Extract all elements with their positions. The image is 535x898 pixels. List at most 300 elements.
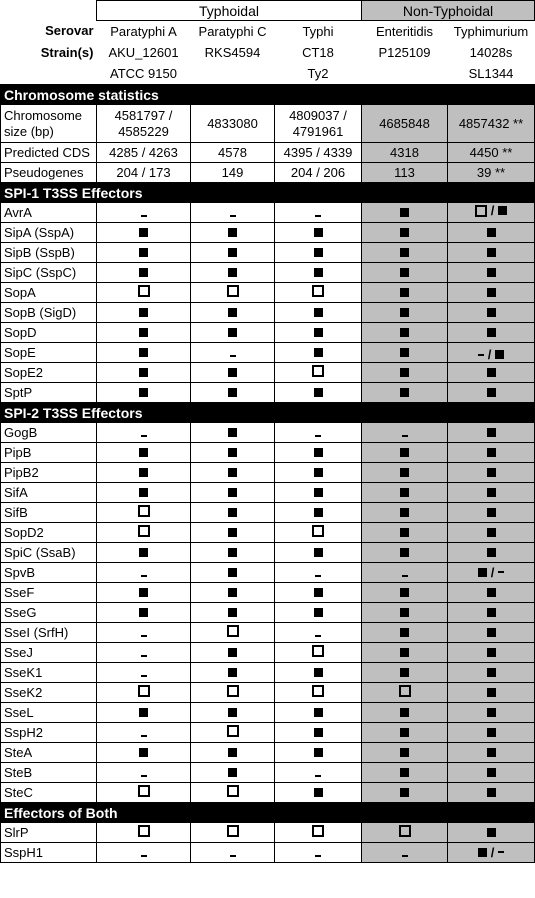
effector-cell xyxy=(275,343,362,363)
present-square-icon xyxy=(228,248,237,257)
stat-value: 4857432 ** xyxy=(448,105,535,143)
absent-dash-icon xyxy=(315,215,321,217)
effector-row xyxy=(1,563,535,583)
effector-label: SspH1 xyxy=(1,843,97,863)
cell-mark xyxy=(487,588,496,597)
absent-dash-icon xyxy=(141,635,147,637)
present-square-icon xyxy=(400,528,409,537)
effector-cell xyxy=(97,843,191,863)
strain-cell: Ty2 xyxy=(307,65,329,81)
absent-dash-icon xyxy=(141,655,147,657)
effector-cell xyxy=(275,263,362,283)
effector-cell xyxy=(97,463,191,483)
present-square-icon xyxy=(478,848,487,857)
strain-cell: SL1344 xyxy=(468,65,514,81)
cell-mark xyxy=(139,348,148,357)
section-header-row xyxy=(1,403,535,423)
present-square-icon xyxy=(314,508,323,517)
effector-cell xyxy=(275,723,362,743)
cell-mark xyxy=(138,785,150,797)
present-square-icon xyxy=(139,588,148,597)
present-square-icon xyxy=(314,748,323,757)
effector-cell xyxy=(448,823,535,843)
effector-cell xyxy=(362,543,448,563)
cell-mark xyxy=(487,788,496,797)
effector-cell xyxy=(362,523,448,543)
present-square-icon xyxy=(228,388,237,397)
cell-mark xyxy=(487,248,496,257)
section-title: SPI-1 T3SS Effectors xyxy=(1,183,535,203)
pseudogene-square-icon xyxy=(312,365,324,377)
chromosome-section-header xyxy=(1,85,535,105)
serovar-label: Serovar xyxy=(45,23,94,39)
absent-dash-icon xyxy=(141,575,147,577)
effector-cell xyxy=(448,243,535,263)
effector-cell xyxy=(362,463,448,483)
cell-mark xyxy=(227,625,239,637)
present-square-icon xyxy=(487,768,496,777)
effector-label: SseK2 xyxy=(1,683,97,703)
absent-dash-icon xyxy=(315,775,321,777)
effector-cell xyxy=(362,263,448,283)
cell-mark xyxy=(139,488,148,497)
effector-cell xyxy=(448,303,535,323)
present-square-icon xyxy=(487,608,496,617)
present-square-icon xyxy=(487,288,496,297)
effector-cell xyxy=(191,223,275,243)
cell-mark xyxy=(400,268,409,277)
effector-cell xyxy=(448,383,535,403)
pseudogene-square-icon xyxy=(227,785,239,797)
cell-mark xyxy=(228,608,237,617)
effector-cell xyxy=(97,283,191,303)
cell-mark xyxy=(228,328,237,337)
present-square-icon xyxy=(400,448,409,457)
present-square-icon xyxy=(139,248,148,257)
effector-cell xyxy=(362,283,448,303)
present-square-icon xyxy=(400,588,409,597)
effector-cell xyxy=(97,503,191,523)
effector-cell xyxy=(362,603,448,623)
effector-label: SteB xyxy=(1,763,97,783)
cell-mark xyxy=(314,588,323,597)
effector-cell xyxy=(448,643,535,663)
present-square-icon xyxy=(314,328,323,337)
cell-mark xyxy=(314,708,323,717)
effector-cell xyxy=(448,283,535,303)
cell-mark xyxy=(487,548,496,557)
effector-row xyxy=(1,343,535,363)
strain-cell: RKS4594 xyxy=(204,44,261,60)
effector-row xyxy=(1,523,535,543)
absent-dash-icon xyxy=(230,215,236,217)
effector-label: SseJ xyxy=(1,643,97,663)
effector-cell xyxy=(97,383,191,403)
effector-cell xyxy=(448,843,535,863)
present-square-icon xyxy=(487,248,496,257)
effector-cell xyxy=(97,603,191,623)
pseudogene-square-icon xyxy=(312,525,324,537)
cell-mark xyxy=(487,708,496,717)
effector-row xyxy=(1,603,535,623)
present-square-icon xyxy=(314,388,323,397)
absent-dash-icon xyxy=(141,775,147,777)
effector-label: SopE2 xyxy=(1,363,97,383)
group-corner xyxy=(1,1,97,21)
effector-cell xyxy=(97,743,191,763)
effector-cell xyxy=(275,783,362,803)
strain-row-1 xyxy=(1,42,535,63)
cell-mark xyxy=(487,468,496,477)
present-square-icon xyxy=(487,228,496,237)
effector-cell xyxy=(275,523,362,543)
effector-cell xyxy=(448,503,535,523)
cell-mark xyxy=(227,285,239,297)
present-square-icon xyxy=(228,748,237,757)
present-square-icon xyxy=(139,348,148,357)
pseudogene-square-icon xyxy=(227,825,239,837)
effector-label: SseF xyxy=(1,583,97,603)
effector-cell xyxy=(191,443,275,463)
cell-mark xyxy=(400,468,409,477)
cell-mark xyxy=(400,768,409,777)
effector-cell xyxy=(362,623,448,643)
effector-row xyxy=(1,723,535,743)
cell-mark xyxy=(487,668,496,677)
cell-mark xyxy=(402,435,408,437)
cell-mark xyxy=(228,248,237,257)
present-square-icon xyxy=(400,348,409,357)
cell-mark xyxy=(487,648,496,657)
cell-mark xyxy=(314,608,323,617)
present-square-icon xyxy=(139,468,148,477)
present-square-icon xyxy=(487,448,496,457)
group-typhoidal: Typhoidal xyxy=(97,1,362,21)
effector-cell xyxy=(362,303,448,323)
effector-cell xyxy=(362,703,448,723)
serovar-paratyphi-a: Paratyphi A xyxy=(110,23,177,39)
serovar-group-row xyxy=(1,1,535,21)
effector-cell xyxy=(191,343,275,363)
cell-mark xyxy=(312,525,324,537)
effector-cell xyxy=(275,383,362,403)
present-square-icon xyxy=(139,448,148,457)
cell-mark xyxy=(139,268,148,277)
effector-cell xyxy=(191,843,275,863)
present-square-icon xyxy=(487,548,496,557)
cell-mark xyxy=(312,285,324,297)
effector-row xyxy=(1,623,535,643)
effector-cell xyxy=(362,563,448,583)
present-square-icon xyxy=(487,308,496,317)
effector-cell xyxy=(362,483,448,503)
cell-mark xyxy=(228,448,237,457)
effector-cell xyxy=(448,763,535,783)
cell-mark xyxy=(227,685,239,697)
stat-value: 4318 xyxy=(362,143,448,163)
cell-mark xyxy=(487,368,496,377)
cell-mark xyxy=(400,748,409,757)
cell-mark xyxy=(487,448,496,457)
effector-cell xyxy=(448,563,535,583)
cell-mark xyxy=(141,435,147,437)
effector-cell xyxy=(448,603,535,623)
cell-mark xyxy=(315,215,321,217)
effector-label: SseI (SrfH) xyxy=(1,623,97,643)
serovar-row xyxy=(1,21,535,43)
present-square-icon xyxy=(228,588,237,597)
cell-mark xyxy=(487,428,496,437)
effector-cell xyxy=(448,203,535,223)
present-square-icon xyxy=(314,608,323,617)
effector-cell xyxy=(191,683,275,703)
cell-mark xyxy=(228,668,237,677)
present-square-icon xyxy=(400,608,409,617)
cell-mark xyxy=(487,228,496,237)
cell-mark xyxy=(487,308,496,317)
cell-mark xyxy=(230,355,236,357)
cell-mark xyxy=(487,728,496,737)
cell-mark xyxy=(138,285,150,297)
present-square-icon xyxy=(487,388,496,397)
effector-cell xyxy=(191,723,275,743)
section-title: SPI-2 T3SS Effectors xyxy=(1,403,535,423)
effector-label: SopB (SigD) xyxy=(1,303,97,323)
cell-mark xyxy=(487,528,496,537)
strain-label: Strain(s) xyxy=(40,44,94,60)
present-square-icon xyxy=(400,288,409,297)
present-square-icon xyxy=(314,548,323,557)
pseudogene-square-icon xyxy=(399,685,411,697)
pseudogene-square-icon xyxy=(227,685,239,697)
cell-mark xyxy=(312,365,324,377)
stat-value: 149 xyxy=(191,163,275,183)
cell-mark xyxy=(475,204,508,217)
cell-mark xyxy=(487,608,496,617)
present-square-icon xyxy=(228,708,237,717)
present-square-icon xyxy=(314,488,323,497)
stat-row-pseudogenes xyxy=(1,163,535,183)
effector-cell xyxy=(97,783,191,803)
effector-cell xyxy=(448,583,535,603)
stat-label: Pseudogenes xyxy=(1,163,97,183)
effector-row xyxy=(1,483,535,503)
cell-mark xyxy=(315,635,321,637)
present-square-icon xyxy=(400,268,409,277)
effector-cell xyxy=(448,263,535,283)
cell-mark xyxy=(315,435,321,437)
stat-value: 4285 / 4263 xyxy=(97,143,191,163)
effector-cell xyxy=(97,243,191,263)
effector-row xyxy=(1,683,535,703)
present-square-icon xyxy=(487,828,496,837)
effector-cell xyxy=(191,303,275,323)
effector-cell xyxy=(97,483,191,503)
stat-value: 39 ** xyxy=(448,163,535,183)
present-square-icon xyxy=(487,628,496,637)
cell-mark xyxy=(228,708,237,717)
effector-label: SifB xyxy=(1,503,97,523)
present-square-icon xyxy=(139,708,148,717)
effector-cell xyxy=(362,583,448,603)
effector-cell xyxy=(275,363,362,383)
effector-label: SspH2 xyxy=(1,723,97,743)
effector-cell xyxy=(275,543,362,563)
effector-cell xyxy=(97,263,191,283)
present-square-icon xyxy=(487,728,496,737)
cell-mark xyxy=(399,825,411,837)
effector-cell xyxy=(191,463,275,483)
present-square-icon xyxy=(400,748,409,757)
effector-row xyxy=(1,303,535,323)
stat-value: 4685848 xyxy=(362,105,448,143)
cell-mark xyxy=(228,748,237,757)
cell-mark xyxy=(228,308,237,317)
cell-mark xyxy=(400,228,409,237)
cell-mark xyxy=(139,228,148,237)
cell-mark xyxy=(399,685,411,697)
section-header-row xyxy=(1,803,535,823)
effector-row xyxy=(1,843,535,863)
stat-value: 204 / 173 xyxy=(97,163,191,183)
present-square-icon xyxy=(228,428,237,437)
cell-mark xyxy=(227,725,239,737)
cell-mark xyxy=(141,735,147,737)
effector-cell xyxy=(191,783,275,803)
effector-cell xyxy=(275,303,362,323)
stat-row-chromosome-size xyxy=(1,105,535,143)
effector-cell xyxy=(448,663,535,683)
effector-cell xyxy=(191,263,275,283)
present-square-icon xyxy=(314,788,323,797)
present-square-icon xyxy=(400,248,409,257)
absent-dash-icon xyxy=(402,855,408,857)
pseudogene-square-icon xyxy=(475,205,487,217)
cell-mark xyxy=(141,575,147,577)
present-square-icon xyxy=(487,488,496,497)
cell-mark xyxy=(487,628,496,637)
pseudogene-square-icon xyxy=(312,645,324,657)
effector-label: SipC (SspC) xyxy=(1,263,97,283)
strain-row-2-blank xyxy=(1,63,97,85)
effector-cell xyxy=(191,243,275,263)
cell-mark xyxy=(400,308,409,317)
present-square-icon xyxy=(314,728,323,737)
effector-row xyxy=(1,323,535,343)
cell-mark xyxy=(487,768,496,777)
stat-label: Predicted CDS xyxy=(1,143,97,163)
cell-mark xyxy=(228,268,237,277)
effector-cell xyxy=(362,763,448,783)
present-square-icon xyxy=(228,528,237,537)
section-title: Chromosome statistics xyxy=(1,85,535,105)
effector-row xyxy=(1,363,535,383)
effector-cell xyxy=(448,443,535,463)
absent-dash-icon xyxy=(141,735,147,737)
effector-cell xyxy=(362,323,448,343)
effector-cell xyxy=(191,663,275,683)
effector-cell xyxy=(362,783,448,803)
effector-label: SopD2 xyxy=(1,523,97,543)
present-square-icon xyxy=(139,388,148,397)
cell-mark xyxy=(400,328,409,337)
effector-cell xyxy=(275,843,362,863)
strain-cell: ATCC 9150 xyxy=(110,65,177,81)
effector-cell xyxy=(97,523,191,543)
effector-label: SseK1 xyxy=(1,663,97,683)
effector-cell xyxy=(191,503,275,523)
present-square-icon xyxy=(400,368,409,377)
effector-row xyxy=(1,243,535,263)
absent-dash-icon xyxy=(141,435,147,437)
present-square-icon xyxy=(400,308,409,317)
cell-mark xyxy=(139,708,148,717)
strain-cell: AKU_12601 xyxy=(108,44,179,60)
effector-cell xyxy=(275,643,362,663)
stat-row-predicted-cds xyxy=(1,143,535,163)
cell-mark xyxy=(314,488,323,497)
cell-mark xyxy=(228,508,237,517)
slash-separator: / xyxy=(490,203,495,219)
present-square-icon xyxy=(487,268,496,277)
absent-dash-icon xyxy=(315,575,321,577)
present-square-icon xyxy=(314,268,323,277)
effector-row xyxy=(1,443,535,463)
cell-mark xyxy=(400,508,409,517)
section-header-row xyxy=(1,183,535,203)
stat-value: 4833080 xyxy=(191,105,275,143)
present-square-icon xyxy=(400,788,409,797)
effector-cell xyxy=(191,363,275,383)
effector-cell xyxy=(362,243,448,263)
stat-value: 4450 ** xyxy=(448,143,535,163)
present-square-icon xyxy=(400,648,409,657)
cell-mark xyxy=(139,308,148,317)
effector-cell xyxy=(97,303,191,323)
effector-cell xyxy=(97,423,191,443)
effector-cell xyxy=(362,683,448,703)
effector-row xyxy=(1,743,535,763)
effector-cell xyxy=(97,583,191,603)
present-square-icon xyxy=(400,468,409,477)
cell-mark xyxy=(400,248,409,257)
present-square-icon xyxy=(228,308,237,317)
cell-mark xyxy=(139,588,148,597)
effector-cell xyxy=(191,543,275,563)
effector-cell xyxy=(97,343,191,363)
absent-dash-icon xyxy=(315,855,321,857)
cell-mark xyxy=(138,505,150,517)
present-square-icon xyxy=(487,648,496,657)
effector-cell xyxy=(448,423,535,443)
absent-dash-icon xyxy=(141,675,147,677)
effector-cell xyxy=(191,523,275,543)
effector-row xyxy=(1,643,535,663)
pseudogene-square-icon xyxy=(138,825,150,837)
present-square-icon xyxy=(228,568,237,577)
effector-cell xyxy=(275,603,362,623)
effector-label: SseL xyxy=(1,703,97,723)
present-square-icon xyxy=(139,228,148,237)
effector-label: GogB xyxy=(1,423,97,443)
cell-mark xyxy=(314,388,323,397)
effector-cell xyxy=(448,323,535,343)
absent-dash-icon xyxy=(315,635,321,637)
present-square-icon xyxy=(400,628,409,637)
present-square-icon xyxy=(228,328,237,337)
effector-cell xyxy=(191,323,275,343)
cell-mark xyxy=(139,468,148,477)
